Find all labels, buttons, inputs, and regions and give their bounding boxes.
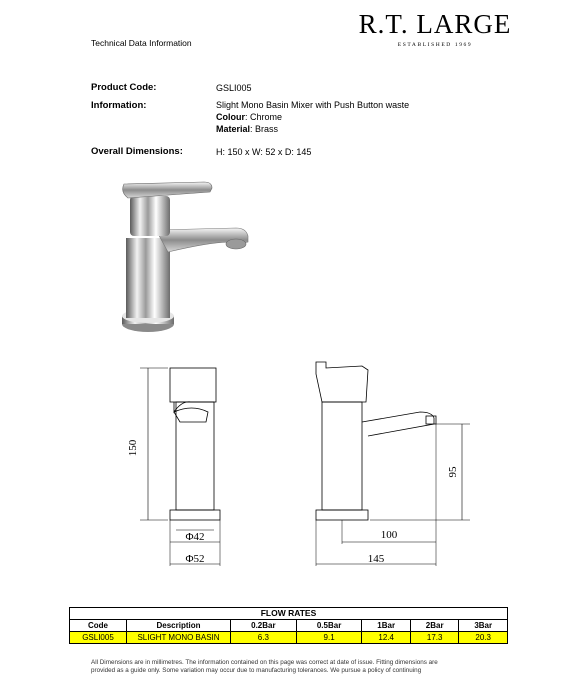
colour-label: Colour bbox=[216, 112, 245, 122]
row-3bar: 20.3 bbox=[459, 632, 508, 644]
colour-value: Chrome bbox=[250, 112, 283, 122]
overall-dimensions: H: 150 x W: 52 x D: 145 bbox=[216, 147, 312, 157]
table-header-05bar: 0.5Bar bbox=[296, 620, 362, 632]
product-description: Slight Mono Basin Mixer with Push Button waste bbox=[216, 100, 410, 110]
disclaimer-line-2: provided as a guide only. Some variation may occur due to manufacturing tolerances. We pursue a policy of continuing bbox=[91, 667, 422, 674]
side-base-outline bbox=[316, 510, 368, 520]
height-dimension-label: 150 bbox=[127, 439, 139, 457]
front-base-outline bbox=[170, 510, 220, 520]
table-header-code: Code bbox=[70, 620, 127, 632]
front-body-outline bbox=[176, 402, 214, 510]
table-header-1bar: 1Bar bbox=[362, 620, 411, 632]
depth-dimension-label: 145 bbox=[367, 553, 385, 565]
table-row bbox=[70, 632, 508, 644]
side-body-outline bbox=[322, 402, 362, 510]
brand-name: R.T. LARGE bbox=[358, 9, 512, 39]
row-code: GSLI005 bbox=[70, 632, 127, 644]
row-description: SLIGHT MONO BASIN bbox=[127, 632, 231, 644]
colour-line: Colour: Chrome bbox=[216, 112, 283, 122]
material-label: Material bbox=[216, 124, 251, 134]
flow-rates-table bbox=[69, 607, 508, 644]
base-outer-diameter-label: Φ52 bbox=[185, 553, 205, 565]
flow-rates-title: FLOW RATES bbox=[70, 608, 508, 620]
table-header-2bar: 2Bar bbox=[410, 620, 459, 632]
row-05bar: 9.1 bbox=[296, 632, 362, 644]
table-header-3bar: 3Bar bbox=[459, 620, 508, 632]
disclaimer bbox=[91, 659, 511, 675]
disclaimer-line-1: All Dimensions are in millimetres. The information contained on this page was correct at date of issue. Fitting dimensions are bbox=[91, 659, 438, 666]
front-spout-curve bbox=[174, 402, 214, 412]
product-code-label: Product Code: bbox=[91, 82, 157, 93]
material-line: Material: Brass bbox=[216, 124, 279, 134]
spout-height-label: 95 bbox=[447, 466, 459, 478]
spout-reach-label: 100 bbox=[380, 529, 398, 541]
row-2bar: 17.3 bbox=[410, 632, 459, 644]
table-header-description: Description bbox=[127, 620, 231, 632]
product-code: GSLI005 bbox=[216, 83, 252, 93]
base-inner-diameter-label: Φ42 bbox=[185, 531, 205, 543]
technical-drawing bbox=[110, 352, 480, 598]
side-spout-outline bbox=[362, 412, 434, 436]
side-aerator bbox=[426, 416, 436, 424]
material-value: Brass bbox=[255, 124, 279, 134]
side-handle-outline bbox=[316, 362, 368, 402]
table-header-02bar: 0.2Bar bbox=[231, 620, 297, 632]
brand-logo bbox=[345, 8, 525, 48]
brand-tagline: ESTABLISHED 1969 bbox=[397, 42, 473, 48]
product-photo bbox=[108, 168, 283, 350]
front-spout-outlet bbox=[174, 408, 208, 422]
information-label: Information: bbox=[91, 100, 147, 111]
document-title: Technical Data Information bbox=[91, 38, 192, 48]
product-information bbox=[216, 99, 409, 135]
row-02bar: 6.3 bbox=[231, 632, 297, 644]
row-1bar: 12.4 bbox=[362, 632, 411, 644]
overall-dimensions-label: Overall Dimensions: bbox=[91, 146, 183, 157]
front-handle-outline bbox=[170, 368, 216, 402]
